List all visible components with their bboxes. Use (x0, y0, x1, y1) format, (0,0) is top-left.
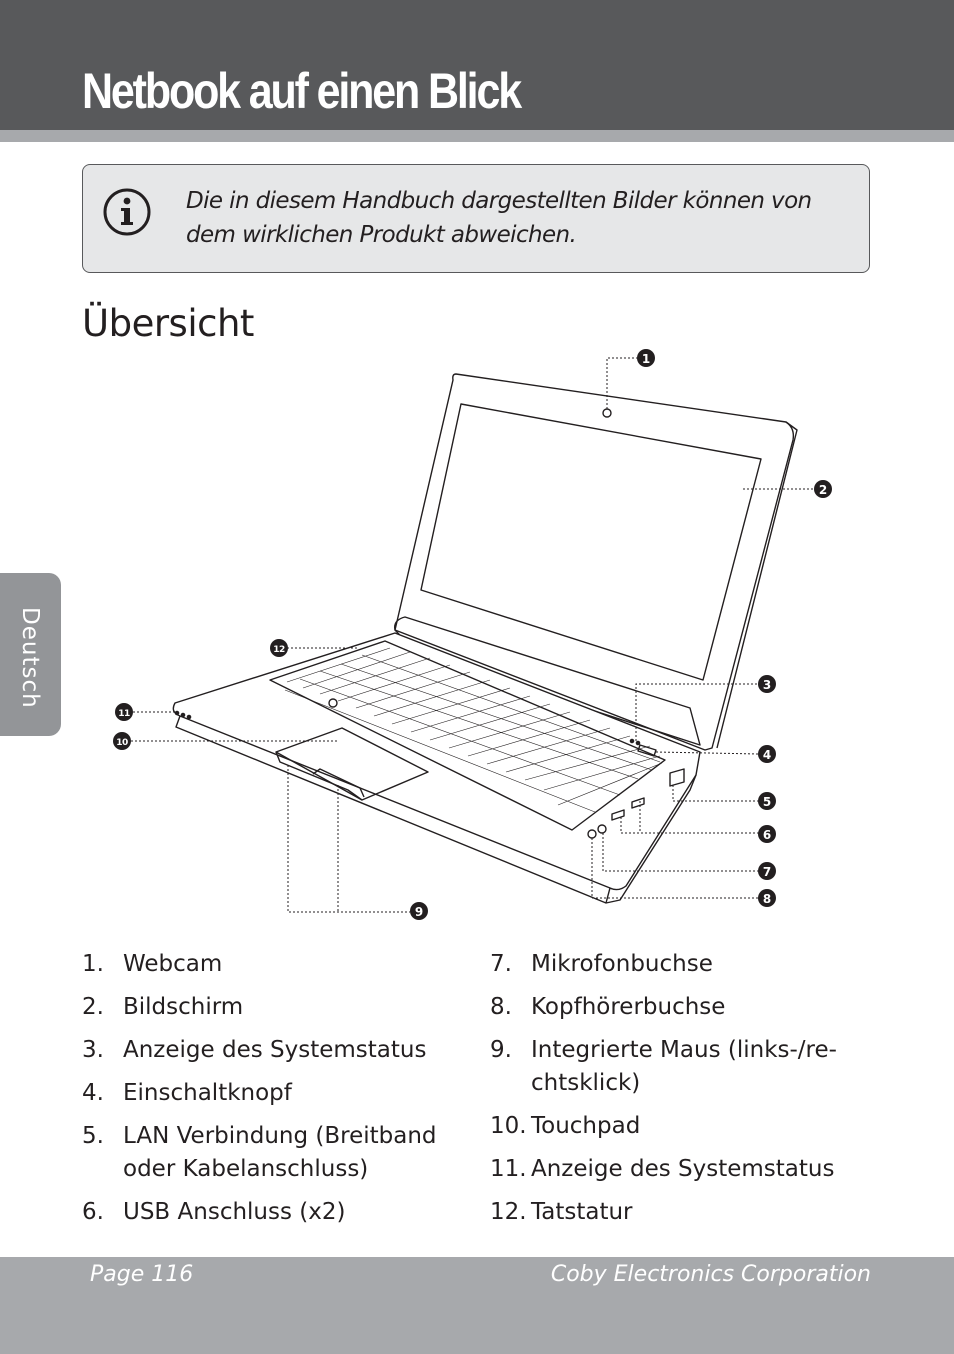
list-item-number: 5. (82, 1123, 104, 1149)
list-item-label: Integrierte Maus (links-/re-chtsklick) (531, 1037, 837, 1096)
callout-8-label: 8 (762, 892, 772, 906)
callout-4 (758, 745, 776, 763)
callout-6-label: 6 (762, 828, 772, 842)
callout-11 (115, 703, 133, 721)
callout-12-label: 12 (273, 645, 285, 655)
list-item (82, 1196, 452, 1229)
page-number: Page 116 (90, 1262, 194, 1287)
callout-9 (410, 902, 428, 920)
parts-list-right (490, 948, 870, 1239)
list-item-number: 6. (82, 1199, 104, 1225)
list-item (82, 1120, 452, 1186)
list-item-number: 8. (490, 994, 512, 1020)
list-item-label: Mikrofonbuchse (531, 951, 713, 977)
netbook-diagram (0, 340, 954, 930)
list-item (490, 1196, 870, 1229)
callout-11-label: 11 (118, 709, 130, 719)
list-item-number: 9. (490, 1037, 512, 1063)
list-item (490, 1153, 870, 1186)
callout-12 (270, 639, 288, 657)
list-item-label: USB Anschluss (x2) (123, 1199, 346, 1225)
list-item-label: Kopfhörerbuchse (531, 994, 726, 1020)
callout-7-label: 7 (762, 865, 772, 879)
list-item-number: 10. (490, 1113, 527, 1139)
callout-6 (758, 825, 776, 843)
callout-5 (758, 792, 776, 810)
info-icon (101, 186, 153, 238)
list-item-label: LAN Verbindung (Breitband oder Kabelanschluss) (123, 1123, 437, 1182)
header-stripe (0, 130, 954, 142)
list-item-number: 1. (82, 951, 104, 977)
list-item-number: 7. (490, 951, 512, 977)
callout-3-label: 3 (762, 678, 772, 692)
company-name: Coby Electronics Corporation (550, 1262, 871, 1287)
parts-list-left (82, 948, 452, 1239)
section-title: Übersicht (82, 302, 254, 345)
list-item-label: Touchpad (531, 1113, 641, 1139)
list-item-label: Anzeige des Systemstatus (123, 1037, 427, 1063)
callout-2-label: 2 (818, 483, 828, 497)
language-tab-label: Deutsch (17, 607, 43, 709)
callout-4-label: 4 (762, 748, 772, 762)
list-item-label: Anzeige des Systemstatus (531, 1156, 835, 1182)
callout-2 (814, 480, 832, 498)
list-item (82, 1077, 452, 1110)
callout-8 (758, 889, 776, 907)
list-item (82, 1034, 452, 1067)
list-item-number: 2. (82, 994, 104, 1020)
list-item-number: 11. (490, 1156, 527, 1182)
callout-1-label: 1 (641, 352, 651, 366)
list-item (490, 1110, 870, 1143)
callout-10-label: 10 (116, 738, 128, 748)
callout-7 (758, 862, 776, 880)
callout-3 (758, 675, 776, 693)
list-item (82, 991, 452, 1024)
list-item-number: 12. (490, 1199, 527, 1225)
list-item-number: 3. (82, 1037, 104, 1063)
list-item (490, 991, 870, 1024)
list-item-number: 4. (82, 1080, 104, 1106)
list-item (82, 948, 452, 981)
list-item (490, 1034, 870, 1100)
note-text: Die in diesem Handbuch dargestellten Bilder können von dem wirklichen Produkt abweichen. (186, 188, 812, 248)
callout-1 (637, 349, 655, 367)
page-title: Netbook auf einen Blick (82, 63, 520, 119)
list-item-label: Einschaltknopf (123, 1080, 292, 1106)
callout-10 (113, 732, 131, 750)
list-item (490, 948, 870, 981)
callout-5-label: 5 (762, 795, 772, 809)
list-item-label: Bildschirm (123, 994, 244, 1020)
list-item-label: Webcam (123, 951, 223, 977)
list-item-label: Tatstatur (531, 1199, 633, 1225)
callout-9-label: 9 (414, 905, 424, 919)
